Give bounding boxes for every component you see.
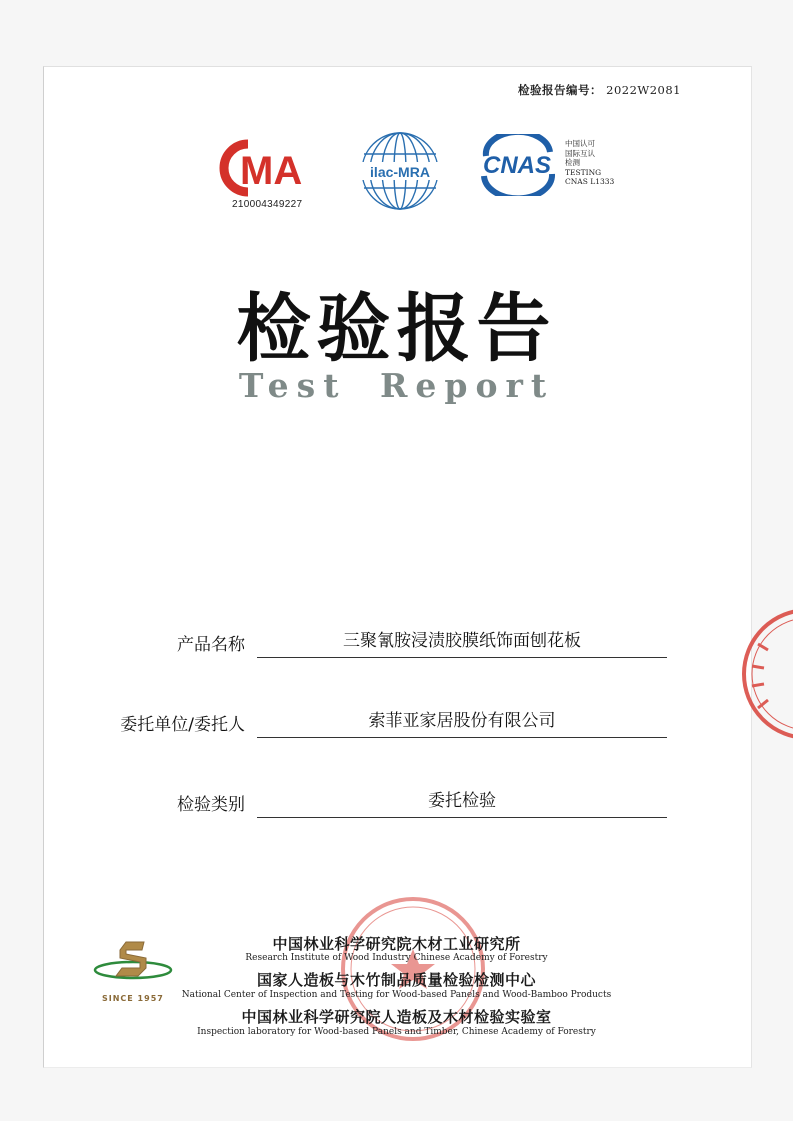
cma-logo-text: MA	[240, 149, 303, 193]
org-name-cn-3: 中国林业科学研究院人造板及木材检验实验室	[241, 1008, 552, 1026]
institute-since: SINCE 1957	[102, 994, 164, 1003]
org-name-cn-2: 国家人造板与木竹制品质量检验检测中心	[256, 971, 536, 989]
cnas-caption-line: 中国认可	[565, 139, 595, 148]
report-number	[518, 82, 681, 98]
report-number-value: 2022W2081	[606, 83, 681, 97]
cnas-caption-line: 国际互认	[565, 148, 595, 158]
cnas-caption	[565, 139, 614, 187]
cma-number: 210004349227	[232, 199, 303, 210]
cma-logo	[218, 138, 326, 198]
page-subtitle: Test Report	[238, 366, 555, 405]
field-label-test-category: 检验类别	[177, 795, 245, 815]
report-number-label: 检验报告编号：	[517, 83, 602, 97]
org-name-en-1: Research Institute of Wood Industry Chinese Academy of Forestry	[245, 953, 548, 963]
field-label-client: 委托单位/委托人	[120, 715, 245, 735]
cnas-caption-line: 检测	[565, 158, 580, 168]
field-value-product-name: 三聚氰胺浸渍胶膜纸饰面刨花板	[257, 626, 667, 658]
org-name-en-3: Inspection laboratory for Wood-based Panels and Timber, Chinese Academy of Forestry	[197, 1027, 596, 1037]
field-value-client: 索菲亚家居股份有限公司	[257, 706, 667, 738]
cnas-caption-line: CNAS L1333	[565, 177, 615, 187]
ilac-mra-text: ilac-MRA	[370, 164, 430, 180]
cnas-logo-text: CNAS	[482, 152, 552, 179]
official-seal-edge	[738, 604, 793, 744]
field-value-test-category: 委托检验	[257, 786, 667, 818]
page-title: 检验报告	[236, 286, 557, 372]
org-name-cn-1: 中国林业科学研究院木材工业研究所	[272, 935, 521, 953]
cnas-logo	[472, 134, 562, 196]
field-label-product-name: 产品名称	[177, 635, 245, 655]
cnas-caption-line: TESTING	[565, 167, 602, 177]
ilac-mra-logo	[355, 126, 445, 216]
org-name-en-2: National Center of Inspection and Testing for Wood-based Panels and Wood-Bamboo Products	[181, 990, 612, 1000]
